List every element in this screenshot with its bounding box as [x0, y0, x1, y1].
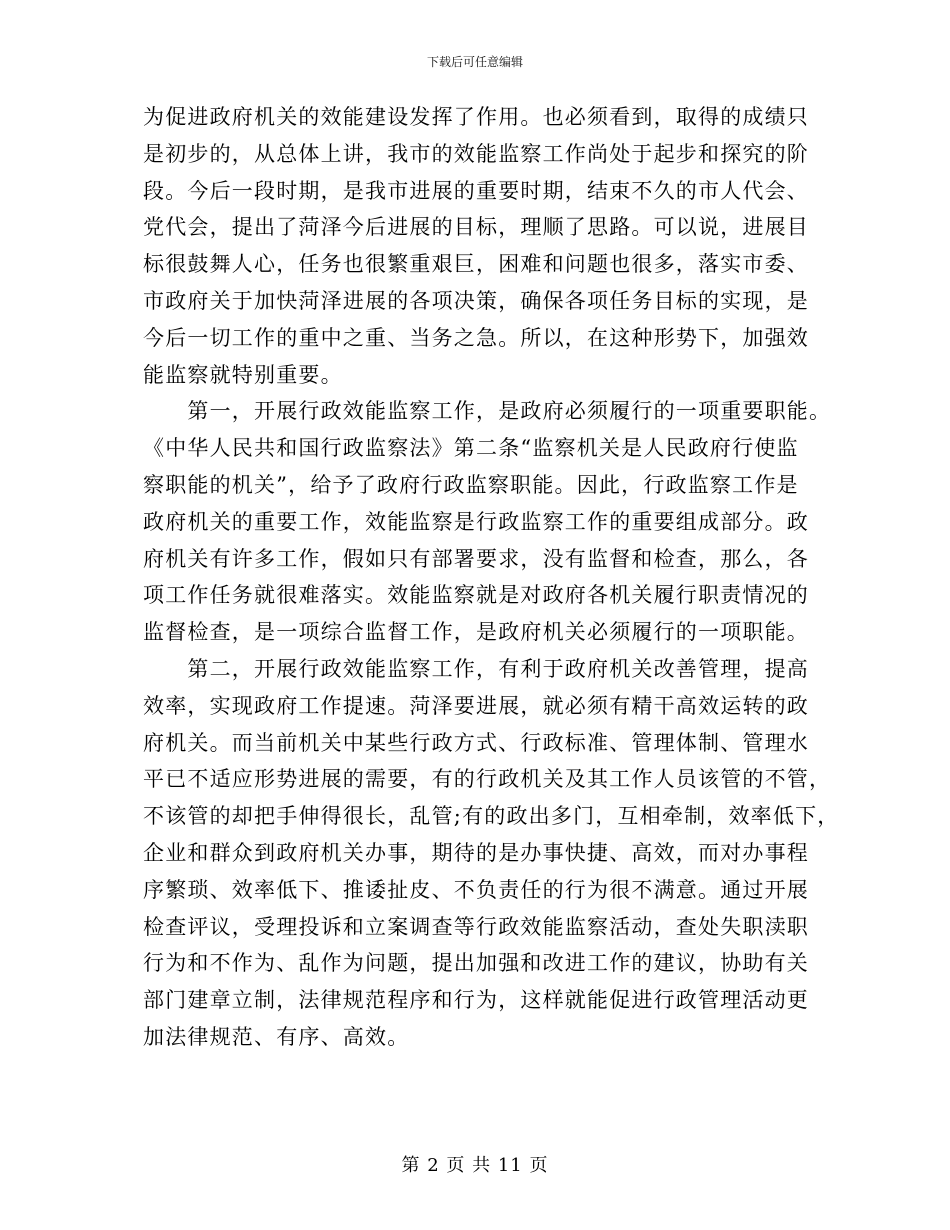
text-line: 序繁琐、效率低下、推诿扯皮、不负责任的行为很不满意。通过开展: [143, 877, 809, 902]
page-footer: 第 2 页 共 11 页: [401, 1155, 549, 1176]
text-line: 行为和不作为、乱作为问题，提出加强和改进工作的建议，协助有关: [143, 951, 809, 976]
text-line: 党代会，提出了菏泽今后进展的目标，理顺了思路。可以说，进展目: [143, 215, 809, 240]
text-line: 标很鼓舞人心，任务也很繁重艰巨，困难和问题也很多，落实市委、: [143, 252, 809, 277]
document-body: [143, 99, 840, 1056]
text-line: 市政府关于加快菏泽进展的各项决策，确保各项任务目标的实现，是: [143, 288, 809, 313]
text-line: 为促进政府机关的效能建设发挥了作用。也必须看到，取得的成绩只: [143, 105, 809, 129]
text-line: 察职能的机关”，给予了政府行政监察职能。因此，行政监察工作是: [143, 472, 799, 497]
text-line: 能监察就特别重要。: [143, 362, 343, 387]
text-line: 效率，实现政府工作提速。菏泽要进展，就必须有精干高效运转的政: [143, 693, 809, 718]
text-line: 监督检查，是一项综合监督工作，是政府机关必须履行的一项职能。: [143, 620, 809, 645]
text-line: 府机关有许多工作，假如只有部署要求，没有监督和检查，那么，各: [143, 546, 809, 571]
text-line: 政府机关的重要工作，效能监察是行政监察工作的重要组成部分。政: [143, 509, 809, 534]
text-line: 不该管的却把手伸得很长，乱管;有的政出多门，互相牵制，效率低下，: [143, 804, 840, 829]
text-line: 部门建章立制，法律规范程序和行为，这样就能促进行政管理活动更: [143, 988, 809, 1013]
text-line: 段。今后一段时期，是我市进展的重要时期，结束不久的市人代会、: [143, 178, 809, 203]
text-line: 检查评议，受理投诉和立案调查等行政效能监察活动，查处失职渎职: [143, 914, 809, 939]
text-line: 第二，开展行政效能监察工作，有利于政府机关改善管理，提高: [143, 656, 809, 681]
text-line: 平已不适应形势进展的需要，有的行政机关及其工作人员该管的不管，: [143, 767, 832, 792]
text-line: 企业和群众到政府机关办事，期待的是办事快捷、高效，而对办事程: [143, 840, 809, 865]
text-line: 今后一切工作的重中之重、当务之急。所以，在这种形势下，加强效: [143, 325, 809, 350]
text-line: 是初步的，从总体上讲，我市的效能监察工作尚处于起步和探究的阶: [143, 141, 809, 166]
text-line: 项工作任务就很难落实。效能监察就是对政府各机关履行职责情况的: [143, 583, 809, 608]
page-header: 下载后可任意编辑: [426, 55, 523, 69]
text-line: 《中华人民共和国行政监察法》第二条“监察机关是人民政府行使监: [143, 436, 799, 461]
text-line: 府机关。而当前机关中某些行政方式、行政标准、管理体制、管理水: [143, 730, 809, 755]
text-line: 加法律规范、有序、高效。: [143, 1024, 410, 1049]
text-line: 第一，开展行政效能监察工作，是政府必须履行的一项重要职能。: [143, 399, 832, 424]
